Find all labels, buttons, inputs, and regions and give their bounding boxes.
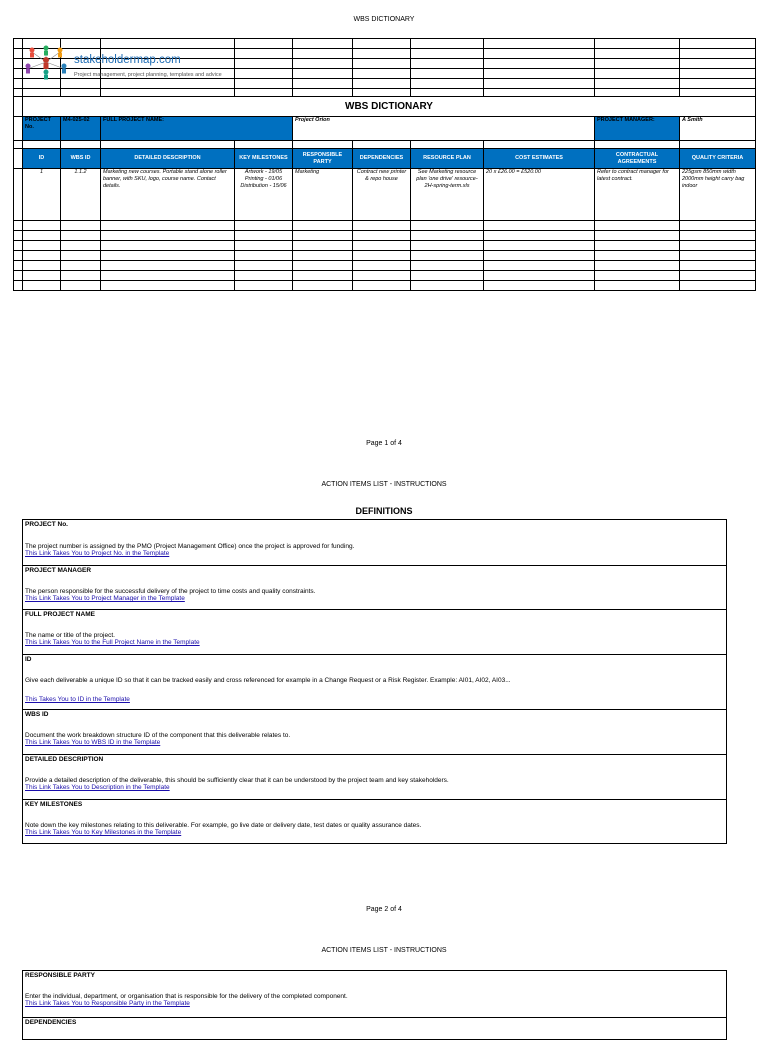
def-dependencies [23, 1017, 726, 1039]
def-id [23, 654, 726, 709]
def-text: The project number is assigned by the PMO (Project Management Office) once the project is approved for funding. [25, 543, 355, 550]
col-milestones: KEY MILESTONES [235, 149, 293, 169]
def-heading: ID [25, 656, 32, 663]
cell-quality: 225gsm 850mm width 2000mm height carry bag indoor [680, 169, 756, 221]
page1-footer: Page 1 of 4 [366, 440, 402, 447]
manager-value: A Smith [680, 117, 756, 141]
cell-cost: 20 x £26.00 = £520.00 [484, 169, 595, 221]
def-heading: FULL PROJECT NAME [25, 611, 95, 618]
def-key-milestones [23, 799, 726, 843]
project-no-label: PROJECT No. [23, 117, 61, 141]
def-link-key-milestones[interactable]: This Link Takes You to Key Milestones in the Template [25, 829, 182, 836]
def-heading: DEPENDENCIES [25, 1019, 77, 1026]
cell-description: Marketing new courses. Portable stand alone roller banner, with SKU, logo, course name. Contact details. [101, 169, 235, 221]
def-text: The person responsible for the successful delivery of the project to time costs and quality constraints. [25, 588, 316, 595]
def-link-id[interactable]: This Takes You to ID in the Template [25, 696, 130, 703]
col-resource-plan: RESOURCE PLAN [411, 149, 484, 169]
cell-wbs-id: 1.1.2 [61, 169, 101, 221]
cell-milestones: Artwork - 19/05 Printing - 01/06 Distribution - 15/06 [235, 169, 293, 221]
def-heading: RESPONSIBLE PARTY [25, 972, 95, 979]
table-row [14, 169, 756, 221]
col-wbs-id: WBS ID [61, 149, 101, 169]
definitions-title: DEFINITIONS [355, 506, 413, 516]
page2-header: ACTION ITEMS LIST - INSTRUCTIONS [321, 481, 447, 488]
logo-site-name: stakeholdermap.com [74, 54, 181, 66]
page1-header: WBS DICTIONARY [353, 16, 415, 23]
def-heading: WBS ID [25, 711, 49, 718]
stakeholder-map-logo [22, 44, 72, 80]
people-network-icon [22, 44, 72, 80]
cell-contractual: Refer to contract manager for latest contract. [595, 169, 680, 221]
cell-resource-plan: See Marketing resource plan 'one drive' resource-2H-spring-term.xls [411, 169, 484, 221]
cell-id: 1 [23, 169, 61, 221]
col-id: ID [23, 149, 61, 169]
col-responsible: RESPONSIBLE PARTY [293, 149, 353, 169]
col-dependencies: DEPENDENCIES [353, 149, 411, 169]
def-heading: KEY MILESTONES [25, 801, 83, 808]
def-text: The name or title of the project. [25, 632, 115, 639]
cell-dependencies: Contract new printer & repo house [353, 169, 411, 221]
def-link-project-manager[interactable]: This Link Takes You to Project Manager in the Template [25, 595, 185, 602]
def-link-project-no[interactable]: This Link Takes You to Project No. in the Template [25, 550, 170, 557]
logo-tagline: Project management, project planning, templates and advice [74, 72, 222, 78]
full-name-label: FULL PROJECT NAME: [101, 117, 293, 141]
def-text: Give each deliverable a unique ID so that it can be tracked easily and cross referenced for example in a Change Request or a Risk Register. Example: AI01, AI02, AI03... [25, 677, 511, 684]
definitions-box-page3 [22, 970, 727, 1040]
cell-responsible: Marketing [293, 169, 353, 221]
def-text: Document the work breakdown structure ID of the component that this deliverable relates to. [25, 732, 291, 739]
page3-header: ACTION ITEMS LIST - INSTRUCTIONS [321, 947, 447, 954]
def-full-project-name [23, 609, 726, 654]
def-text: Note down the key milestones relating to this deliverable. For example, go live date or delivery date, test dates or quality assurance dates. [25, 822, 422, 829]
def-link-full-project-name[interactable]: This Link Takes You to the Full Project Name in the Template [25, 639, 200, 646]
def-wbs-id [23, 709, 726, 754]
project-no-value: M4-025-02 [61, 117, 101, 141]
def-responsible-party [23, 971, 726, 1017]
def-detailed-description [23, 754, 726, 799]
def-text: Enter the individual, department, or organisation that is responsible for the delivery of the completed component. [25, 993, 348, 1000]
def-project-manager [23, 565, 726, 609]
def-link-wbs-id[interactable]: This Link Takes You to WBS ID in the Template [25, 739, 161, 746]
full-name-value: Project Orion [293, 117, 595, 141]
def-heading: PROJECT No. [25, 521, 68, 528]
def-link-responsible-party[interactable]: This Link Takes You to Responsible Party in the Template [25, 1000, 190, 1007]
col-cost: COST ESTIMATES [484, 149, 595, 169]
def-link-description[interactable]: This Link Takes You to Description in the Template [25, 784, 170, 791]
def-heading: DETAILED DESCRIPTION [25, 756, 104, 763]
def-heading: PROJECT MANAGER [25, 567, 92, 574]
page2-footer: Page 2 of 4 [366, 906, 402, 913]
wbs-title: WBS DICTIONARY [23, 97, 756, 117]
manager-label: PROJECT MANAGER: [595, 117, 680, 141]
col-contractual: CONTRACTUAL AGREEMENTS [595, 149, 680, 169]
col-quality: QUALITY CRITERIA [680, 149, 756, 169]
def-text: Provide a detailed description of the deliverable, this should be sufficiently clear that it can be understood by the project team and key stakeholders. [25, 777, 449, 784]
def-project-no [23, 520, 726, 565]
definitions-box [22, 519, 727, 844]
col-description: DETAILED DESCRIPTION [101, 149, 235, 169]
